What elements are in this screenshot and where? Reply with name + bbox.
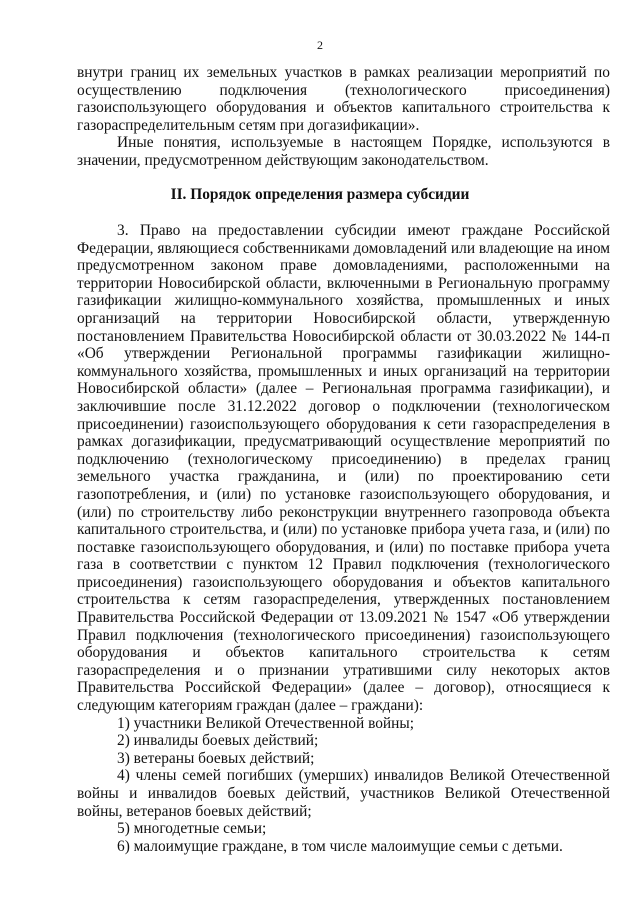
page-number: 2 xyxy=(317,38,323,52)
list-item: 5) многодетные семьи; xyxy=(117,820,267,838)
list-item: 2) инвалиды боевых действий; xyxy=(117,732,319,750)
list-item: 1) участники Великой Отечественной войны; xyxy=(117,714,415,732)
paragraph-clause-3: 3. Право на предоставлении субсидии имеют граждане Российской Федерации, являющиеся собственниками домовладений или владеющие на ином предусмотренном законом праве домовладениями, расположенными на территории Новосибирской области, включенными в Региональную программу газификации жилищно-коммунального хозяйства, промышленных и иных организаций на территории Новосибирской области, утвержденную постановлением Правительства Новосибирской области от 30.03.2022 № 144-п «Об утверждении Региональной программы газификации жилищно-коммунального хозяйства, промышленных и иных организаций на территории Новосибирской области» (далее – Региональная программа газификации), и заключившие после 31.12.2022 договор о подключении (технологическом присоединении) газоиспользующего оборудования к сети газораспределения в рамках догазификации, предусматривающий осуществление мероприятий по подключению (технологическому присоединению) в пределах границ земельного участка гражданина, и (или) по проектированию сети газопотребления, и (или) по установке газоиспользующего оборудования, и (или) по строительству либо реконструкции внутреннего газопровода объекта капитального строительства, и (или) по установке прибора учета газа, и (или) по поставке газоиспользующего оборудования, и (или) по поставке прибора учета газа в соответствии с пунктом 12 Правил подключения (технологического присоединения) газоиспользующего оборудования и объектов капитального строительства к сетям газораспределения, утвержденных постановлением Правительства Российской Федерации от 13.09.2021 № 1547 «Об утверждении Правил подключения (технологического присоединения) газоиспользующего оборудования и объектов капитального строительства к сетям газораспределения и о признании утратившими силу некоторых актов Правительства Российской Федерации» (далее – договор), относящиеся к следующим категориям граждан (далее – граждани): xyxy=(77,222,610,715)
paragraph-continuation: внутри границ их земельных участков в рамках реализации мероприятий по осуществлению подключения (технологического присоединения) газоиспользующего оборудования и объектов капитального строительства к газораспределительным сетям при догазификации». xyxy=(77,64,610,134)
section-1-text xyxy=(77,64,610,170)
list-item: 6) малоимущие граждане, в том числе малоимущие семьи с детьми. xyxy=(117,837,563,855)
section-heading: II. Порядок определения размера субсидии xyxy=(170,186,470,203)
list-item: 4) члены семей погибших (умерших) инвалидов Великой Отечественной войны и инвалидов боевых действий, участников Великой Отечественной войны, ветеранов боевых действий; xyxy=(77,767,610,820)
section-2-text xyxy=(77,222,610,855)
paragraph-other-terms: Иные понятия, используемые в настоящем Порядке, используются в значении, предусмотренном действующим законодательством. xyxy=(77,134,610,169)
list-item: 3) ветераны боевых действий; xyxy=(117,749,315,767)
